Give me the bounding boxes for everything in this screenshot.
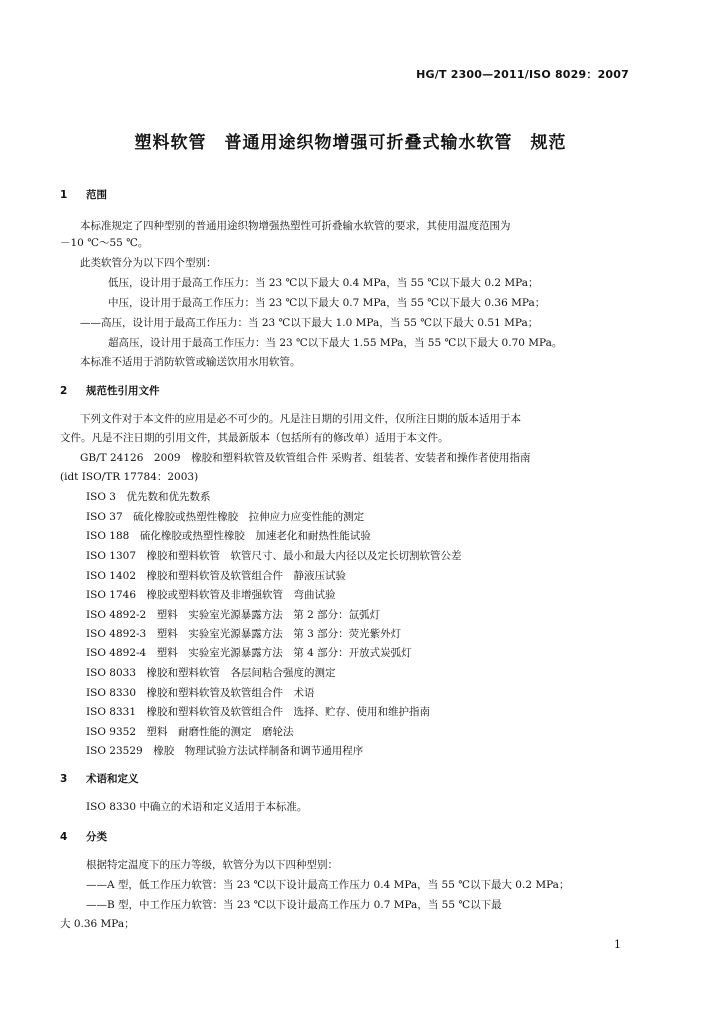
scope-paragraph-line: －10 ℃～55 ℃。	[60, 237, 149, 249]
reference-item: ISO 8033 橡胶和塑料软管 各层间粘合强度的测定	[86, 667, 336, 679]
section-number: 3	[60, 773, 68, 785]
reference-item: ISO 1402 橡胶和塑料软管及软管组合件 静液压试验	[86, 570, 347, 582]
section-title: 规范性引用文件	[86, 385, 160, 397]
reference-item: ISO 4892-4 塑料 实验室光源暴露方法 第 4 部分：开放式炭弧灯	[86, 647, 412, 659]
classification-type-b: ——B 型，中工作压力软管：当 23 ℃以下设计最高工作压力 0.7 MPa，当 55 ℃以下最	[86, 899, 502, 911]
section-title: 分类	[86, 831, 107, 843]
classification-type-a: ——A 型，低工作压力软管：当 23 ℃以下设计最高工作压力 0.4 MPa，当 55 ℃以下最大 0.2 MPa；	[86, 879, 570, 891]
reference-item: ISO 8331 橡胶和塑料软管及软管组合件 选择、贮存、使用和维护指南	[86, 706, 431, 718]
reference-item: ISO 37 硫化橡胶或热塑性橡胶 拉伸应力应变性能的测定	[86, 511, 365, 523]
normative-intro-line: 下列文件对于本文件的应用是必不可少的。凡是注日期的引用文件，仅所注日期的版本适用于本	[80, 413, 521, 425]
scope-paragraph-line: 本标准规定了四种型别的普通用途织物增强热塑性可折叠输水软管的要求，其使用温度范围为	[80, 220, 511, 232]
reference-item: ISO 9352 塑料 耐磨性能的测定 磨轮法	[86, 726, 294, 738]
scope-type-item: 中压，设计用于最高工作压力：当 23 ℃以下最大 0.7 MPa，当 55 ℃以下最大 0.36 MPa；	[108, 297, 546, 309]
normative-intro-line: 文件。凡是不注日期的引用文件，其最新版本（包括所有的修改单）适用于本文件。	[60, 432, 449, 444]
scope-type-item: 超高压，设计用于最高工作压力：当 23 ℃以下最大 1.55 MPa，当 55 ℃以下最大 0.70 MPa。	[108, 337, 563, 349]
standard-code: HG/T 2300—2011/ISO 8029：2007	[416, 68, 629, 81]
reference-item: ISO 4892-2 塑料 实验室光源暴露方法 第 2 部分：氙弧灯	[86, 609, 381, 621]
section-1-heading	[60, 187, 107, 202]
scope-exclusion: 本标准不适用于消防软管或输送饮用水用软管。	[80, 356, 301, 368]
classification-intro: 根据特定温度下的压力等级，软管分为以下四种型别：	[86, 859, 338, 871]
reference-item: ISO 8330 橡胶和塑料软管及软管组合件 术语	[86, 687, 315, 699]
scope-type-item: 低压，设计用于最高工作压力：当 23 ℃以下最大 0.4 MPa，当 55 ℃以下最大 0.2 MPa；	[108, 277, 539, 289]
section-title: 术语和定义	[86, 773, 139, 785]
reference-item: ISO 23529 橡胶 物理试验方法试样制备和调节通用程序	[86, 745, 364, 757]
reference-item: ISO 4892-3 塑料 实验室光源暴露方法 第 3 部分：荧光紫外灯	[86, 628, 402, 640]
reference-item: ISO 1307 橡胶和塑料软管 软管尺寸、最小和最大内径以及定长切割软管公差	[86, 550, 462, 562]
reference-item: ISO 188 硫化橡胶或热塑性橡胶 加速老化和耐热性能试验	[86, 530, 371, 542]
section-number: 1	[60, 189, 68, 201]
document-title: 塑料软管 普通用途织物增强可折叠式输水软管 规范	[134, 133, 567, 153]
section-3-heading	[60, 771, 139, 786]
gbt-reference-line: (idt ISO/TR 17784：2003)	[60, 471, 199, 483]
page-number: 1	[614, 938, 621, 951]
reference-item: ISO 3 优先数和优先数系	[86, 491, 211, 503]
section-number: 2	[60, 385, 68, 397]
section-4-heading	[60, 829, 107, 844]
section-number: 4	[60, 831, 68, 843]
reference-item: ISO 1746 橡胶或塑料软管及非增强软管 弯曲试验	[86, 589, 336, 601]
terms-paragraph: ISO 8330 中确立的术语和定义适用于本标准。	[86, 801, 308, 813]
scope-types-intro: 此类软管分为以下四个型别：	[80, 257, 217, 269]
section-2-heading	[60, 383, 160, 398]
gbt-reference-line: GB/T 24126 2009 橡胶和塑料软管及软管组合件 采购者、组装者、安装者和操作者使用指南	[80, 452, 531, 464]
scope-type-item: ——高压，设计用于最高工作压力：当 23 ℃以下最大 1.0 MPa，当 55 ℃以下最大 0.51 MPa；	[80, 317, 539, 329]
section-title: 范围	[86, 189, 107, 201]
classification-type-b-cont: 大 0.36 MPa；	[60, 918, 135, 930]
